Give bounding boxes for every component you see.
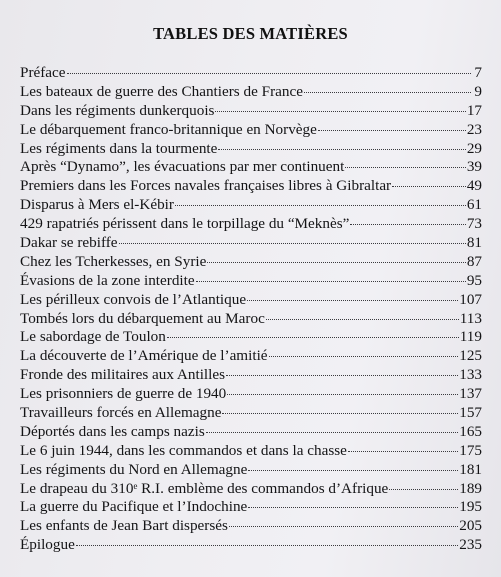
toc-entry-title: Le 6 juin 1944, dans les commandos et dans la chasse [20, 441, 347, 459]
toc-entry-page-number: 61 [466, 196, 482, 214]
toc-entry [20, 385, 482, 404]
toc-entry-page-number: 205 [459, 517, 482, 535]
toc-entry [20, 83, 482, 102]
page-title: TABLES DES MATIÈRES [153, 24, 348, 43]
toc-entry-title: Chez les Tcherkesses, en Syrie [20, 252, 207, 270]
dot-leader [206, 431, 458, 433]
toc-entry-title: Le drapeau du 310ᵉ R.I. emblème des commandos d’Afrique [20, 479, 389, 497]
toc-entry-title: 429 rapatriés périssent dans le torpillage du “Meknès” [20, 215, 350, 233]
toc-entry [20, 234, 482, 253]
toc-entry [20, 480, 482, 499]
toc-entry [20, 196, 482, 215]
toc-entry-page-number: 73 [466, 215, 482, 233]
dot-leader [266, 318, 459, 320]
toc-entry-page-number: 195 [459, 498, 482, 516]
toc-entry-page-number: 189 [459, 479, 482, 497]
toc-entry-page-number: 181 [459, 460, 482, 478]
toc-entry [20, 536, 482, 555]
toc-entry [20, 272, 482, 291]
toc-entry-title: Les prisonniers de guerre de 1940 [20, 385, 227, 403]
toc-entry-title: Les enfants de Jean Bart dispersés [20, 517, 228, 535]
toc-entry-page-number: 17 [466, 101, 482, 119]
toc-entry-title: Dakar se rebiffe [20, 234, 118, 252]
toc-entry-page-number: 157 [459, 404, 482, 422]
dot-leader [248, 469, 458, 471]
toc-entry-title: Préface [20, 64, 66, 81]
toc-entry-page-number: 29 [466, 139, 482, 157]
toc-entry-page-number: 165 [459, 422, 482, 440]
toc-entry [20, 177, 482, 196]
dot-leader [119, 242, 466, 244]
toc-entry-title: La guerre du Pacifique et l’Indochine [20, 498, 248, 516]
toc-entry [20, 121, 482, 140]
dot-leader [227, 393, 458, 395]
toc-entry-title: Premiers dans les Forces navales françaises libres à Gibraltar [20, 177, 392, 195]
toc-entry [20, 498, 482, 517]
dot-leader [222, 412, 458, 414]
toc-entry [20, 461, 482, 480]
toc-entry [20, 291, 482, 310]
dot-leader [218, 148, 465, 150]
toc-entry [20, 253, 482, 272]
dot-leader [318, 129, 466, 131]
dot-leader [207, 261, 465, 263]
dot-leader [348, 450, 458, 452]
toc-entry-page-number: 95 [466, 271, 482, 289]
toc-entry [20, 102, 482, 121]
toc-entry-title: Épilogue [20, 536, 75, 554]
toc-entry-page-number: 133 [459, 366, 482, 384]
toc-entry-page-number: 137 [459, 385, 482, 403]
toc-entry-page-number: 9 [474, 82, 482, 100]
dot-leader [215, 110, 465, 112]
toc-entry-page-number: 107 [459, 290, 482, 308]
toc-entry [20, 366, 482, 385]
toc-entry [20, 404, 482, 423]
toc-entry-page-number: 87 [466, 252, 482, 270]
toc-entry-page-number: 125 [459, 347, 482, 365]
dot-leader [350, 223, 465, 225]
toc-entry [20, 423, 482, 442]
toc-entry [20, 215, 482, 234]
dot-leader [76, 544, 458, 546]
table-of-contents [20, 64, 482, 555]
toc-entry-title: Travailleurs forcés en Allemagne [20, 404, 222, 422]
dot-leader [345, 166, 466, 168]
dot-leader [247, 299, 458, 301]
dot-leader [389, 488, 458, 490]
dot-leader [304, 91, 471, 93]
toc-entry-page-number: 113 [459, 309, 482, 327]
dot-leader [229, 525, 458, 527]
toc-entry-page-number: 39 [466, 158, 482, 176]
toc-entry-page-number: 175 [459, 441, 482, 459]
toc-entry [20, 347, 482, 366]
toc-entry-page-number: 119 [459, 328, 482, 346]
toc-entry [20, 310, 482, 329]
dot-leader [226, 374, 458, 376]
toc-entry-title: Évasions de la zone interdite [20, 271, 195, 289]
toc-entry-title: Les régiments du Nord en Allemagne [20, 460, 248, 478]
dot-leader [175, 204, 466, 206]
toc-entry-page-number: 49 [466, 177, 482, 195]
toc-entry [20, 517, 482, 536]
toc-entry-title: Les régiments dans la tourmente [20, 139, 218, 157]
dot-leader [392, 185, 466, 187]
toc-entry-title: Tombés lors du débarquement au Maroc [20, 309, 265, 327]
toc-entry [20, 442, 482, 461]
toc-entry-page-number: 235 [459, 536, 482, 554]
dot-leader [269, 355, 459, 357]
toc-entry [20, 64, 482, 83]
toc-entry [20, 140, 482, 159]
toc-entry-title: Le sabordage de Toulon [20, 328, 166, 346]
toc-entry [20, 158, 482, 177]
dot-leader [67, 72, 471, 74]
toc-entry-page-number: 23 [466, 120, 482, 138]
toc-entry-title: Déportés dans les camps nazis [20, 422, 205, 440]
dot-leader [167, 336, 459, 338]
toc-entry-title: Disparus à Mers el-Kébir [20, 196, 174, 214]
toc-entry-title: Fronde des militaires aux Antilles [20, 366, 226, 384]
toc-entry-title: Les périlleux convois de l’Atlantique [20, 290, 247, 308]
toc-entry-title: Les bateaux de guerre des Chantiers de France [20, 82, 303, 100]
toc-entry-title: La découverte de l’Amérique de l’amitié [20, 347, 268, 365]
toc-entry-title: Dans les régiments dunkerquois [20, 101, 215, 119]
toc-entry-page-number: 7 [474, 64, 482, 81]
toc-entry-title: Le débarquement franco-britannique en Norvège [20, 120, 317, 138]
toc-entry-page-number: 81 [466, 234, 482, 252]
dot-leader [196, 280, 466, 282]
toc-entry-title: Après “Dynamo”, les évacuations par mer continuent [20, 158, 345, 176]
toc-entry [20, 328, 482, 347]
dot-leader [248, 506, 458, 508]
